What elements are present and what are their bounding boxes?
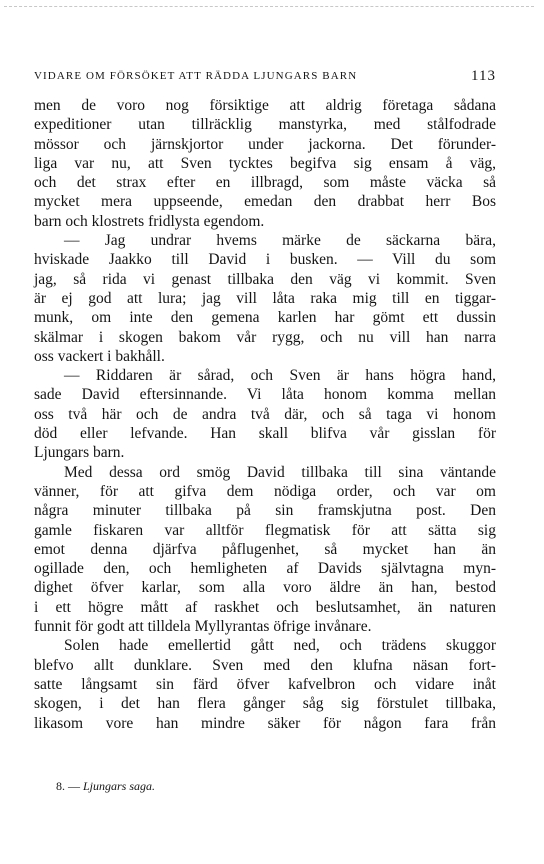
text-line: några minuter tillbaka på sin framskjutna post. Den bbox=[34, 502, 496, 520]
text-line: ogillade den, och hemligheten af Davids självtagna myn- bbox=[34, 560, 496, 578]
text-line: gamle fiskaren var alltför flegmatisk för att sätta sig bbox=[34, 521, 496, 539]
page-number: 113 bbox=[471, 68, 496, 84]
text-line: oss två här och de andra två där, och så taga vi honom bbox=[34, 405, 496, 423]
text-line: Ljungars barn. bbox=[34, 444, 125, 462]
running-title: VIDARE OM FÖRSÖKET ATT RÄDDA LJUNGARS BARN bbox=[34, 70, 358, 82]
text-line: oss vackert i bakhåll. bbox=[34, 347, 165, 365]
text-line: död eller lefvande. Han skall blifva vår gisslan för bbox=[34, 425, 496, 443]
text-line: satte långsamt sin färd öfver kafvelbron och vidare inåt bbox=[34, 675, 496, 693]
signature-title: Ljungars saga. bbox=[83, 779, 156, 793]
text-line: mössor och järnskjortor under jackorna. Det förunder- bbox=[34, 135, 496, 153]
text-line: munk, om inte den gemena karlen har gömt ett dussin bbox=[34, 309, 496, 327]
body-text bbox=[34, 96, 496, 733]
text-line: expeditioner utan tillräcklig manstyrka, med stålfodrade bbox=[34, 116, 496, 134]
text-line: hviskade Jaakko till David i busken. — Vill du som bbox=[34, 251, 496, 269]
text-line: skälmar i skogen bakom vår rygg, och nu vill han narra bbox=[34, 328, 496, 346]
text-line: skogen, i det han flera gånger såg sig förstulet tillbaka, bbox=[34, 695, 496, 713]
text-line: vänner, för att gifva dem nödiga order, och var om bbox=[34, 482, 496, 500]
top-scan-rule bbox=[4, 6, 534, 7]
text-line: dighet öfver karlar, som alla voro äldre än han, bestod bbox=[34, 579, 496, 597]
text-line: emot denna djärfva påflugenhet, så mycket han än bbox=[34, 540, 496, 558]
text-line: men de voro nog försiktige att aldrig företaga sådana bbox=[34, 97, 496, 114]
text-line: är ej god att lura; jag vill låta raka mig till en tiggar- bbox=[34, 289, 496, 307]
text-line: — Riddaren är sårad, och Sven är hans högra hand, bbox=[64, 367, 496, 385]
text-line: funnit för godt att tilldela Myllyrantas öfrige invånare. bbox=[34, 618, 372, 636]
signature-number: 8. — bbox=[56, 779, 80, 793]
running-header bbox=[34, 68, 496, 88]
text-line: liga var nu, att Sven tycktes begifva sig ensam å väg, bbox=[34, 154, 496, 172]
text-line: barn och klostrets fridlysta egendom. bbox=[34, 212, 265, 230]
text-line: Med dessa ord smög David tillbaka till sina väntande bbox=[64, 463, 496, 481]
text-line: i ett högre mått af raskhet och beslutsamhet, än naturen bbox=[34, 598, 496, 616]
text-line: och det strax efter en illbragd, som måste väcka så bbox=[34, 174, 496, 192]
text-line: likasom vore han mindre säker för någon fara från bbox=[34, 714, 496, 732]
text-line: blefvo allt dunklare. Sven med den klufna näsan fort- bbox=[34, 656, 496, 674]
text-line: Solen hade emellertid gått ned, och trädens skuggor bbox=[64, 637, 496, 655]
text-line: sade David eftersinnande. Vi låta honom komma mellan bbox=[34, 386, 496, 404]
printer-signature bbox=[56, 779, 155, 794]
text-line: jag, så rida vi genast tillbaka den väg vi kommit. Sven bbox=[34, 270, 496, 288]
text-line: — Jag undrar hvems märke de säckarna bära, bbox=[64, 232, 496, 250]
text-line: mycket mera uppseende, emedan den drabbat herr Bos bbox=[34, 193, 496, 211]
